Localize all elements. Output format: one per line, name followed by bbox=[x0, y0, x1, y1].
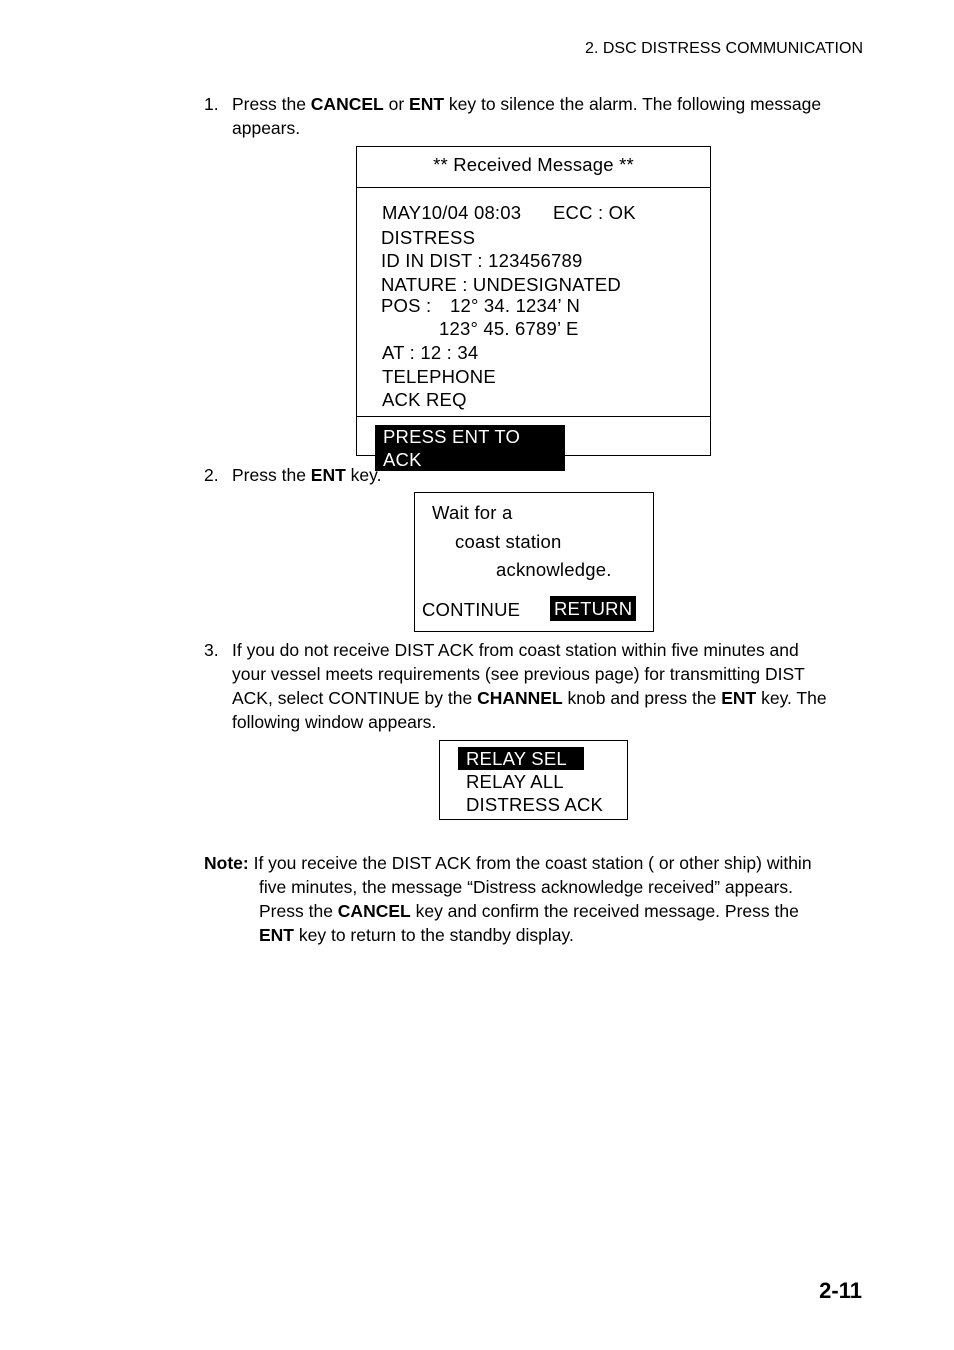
step-1-number: 1. bbox=[204, 94, 219, 114]
wait-line-3: acknowledge. bbox=[496, 559, 612, 580]
step-2-number: 2. bbox=[204, 465, 219, 485]
received-message-window bbox=[356, 146, 711, 470]
step-1-line-1: Press the CANCEL or ENT key to silence the alarm. The following message bbox=[232, 94, 822, 114]
step-1-text bbox=[232, 92, 872, 140]
continue-option[interactable]: CONTINUE bbox=[422, 599, 521, 620]
title-divider bbox=[357, 187, 710, 188]
message-datetime: MAY10/04 08:03 bbox=[382, 202, 522, 223]
message-nature: NATURE : UNDESIGNATED bbox=[381, 274, 621, 295]
note-line-3: Press the CANCEL key and confirm the received message. Press the bbox=[259, 901, 799, 921]
step-1-line-2: appears. bbox=[232, 118, 301, 138]
wait-line-1: Wait for a bbox=[432, 502, 513, 523]
relay-menu-window bbox=[439, 740, 628, 820]
relay-sel-option[interactable]: RELAY SEL bbox=[458, 747, 584, 770]
note-line-1: Note: If you receive the DIST ACK from the coast station ( or other ship) within bbox=[204, 853, 812, 873]
note-line-4: ENT key to return to the standby display. bbox=[259, 925, 574, 945]
step-3-line-4: following window appears. bbox=[232, 712, 437, 732]
page-number: 2-11 bbox=[819, 1278, 862, 1303]
note-line-2: five minutes, the message “Distress acknowledge received” appears. bbox=[259, 877, 793, 897]
message-longitude: 123° 45. 6789’ E bbox=[439, 318, 579, 339]
step-2-text: Press the ENT key. bbox=[232, 465, 382, 485]
footer-divider bbox=[357, 416, 710, 417]
wait-line-2: coast station bbox=[455, 531, 562, 552]
message-category: DISTRESS bbox=[381, 227, 476, 248]
step-3-text bbox=[232, 638, 872, 734]
relay-all-option[interactable]: RELAY ALL bbox=[466, 771, 564, 792]
wait-window bbox=[414, 492, 654, 632]
message-time: AT : 12 : 34 bbox=[382, 342, 479, 363]
step-3-line-1: If you do not receive DIST ACK from coast station within five minutes and bbox=[232, 640, 799, 660]
return-option[interactable]: RETURN bbox=[550, 596, 636, 621]
step-3-line-2: your vessel meets requirements (see previous page) for transmitting DIST bbox=[232, 664, 805, 684]
step-3-number: 3. bbox=[204, 640, 219, 660]
distress-ack-option[interactable]: DISTRESS ACK bbox=[466, 794, 604, 815]
note-label: Note: bbox=[204, 853, 249, 873]
note-block bbox=[204, 851, 884, 947]
section-header: 2. DSC DISTRESS COMMUNICATION bbox=[585, 40, 863, 57]
message-latitude: 12° 34. 1234’ N bbox=[450, 295, 581, 316]
message-pos-label: POS : bbox=[381, 295, 432, 316]
message-comm-type: TELEPHONE bbox=[382, 366, 496, 387]
message-ack-status: ACK REQ bbox=[382, 389, 467, 410]
press-ent-to-ack-button[interactable]: PRESS ENT TO ACK bbox=[375, 425, 565, 471]
message-ecc: ECC : OK bbox=[553, 202, 636, 223]
message-id: ID IN DIST : 123456789 bbox=[381, 250, 583, 271]
received-message-title: ** Received Message ** bbox=[433, 154, 634, 175]
step-3-line-3: ACK, select CONTINUE by the CHANNEL knob and press the ENT key. The bbox=[232, 688, 827, 708]
